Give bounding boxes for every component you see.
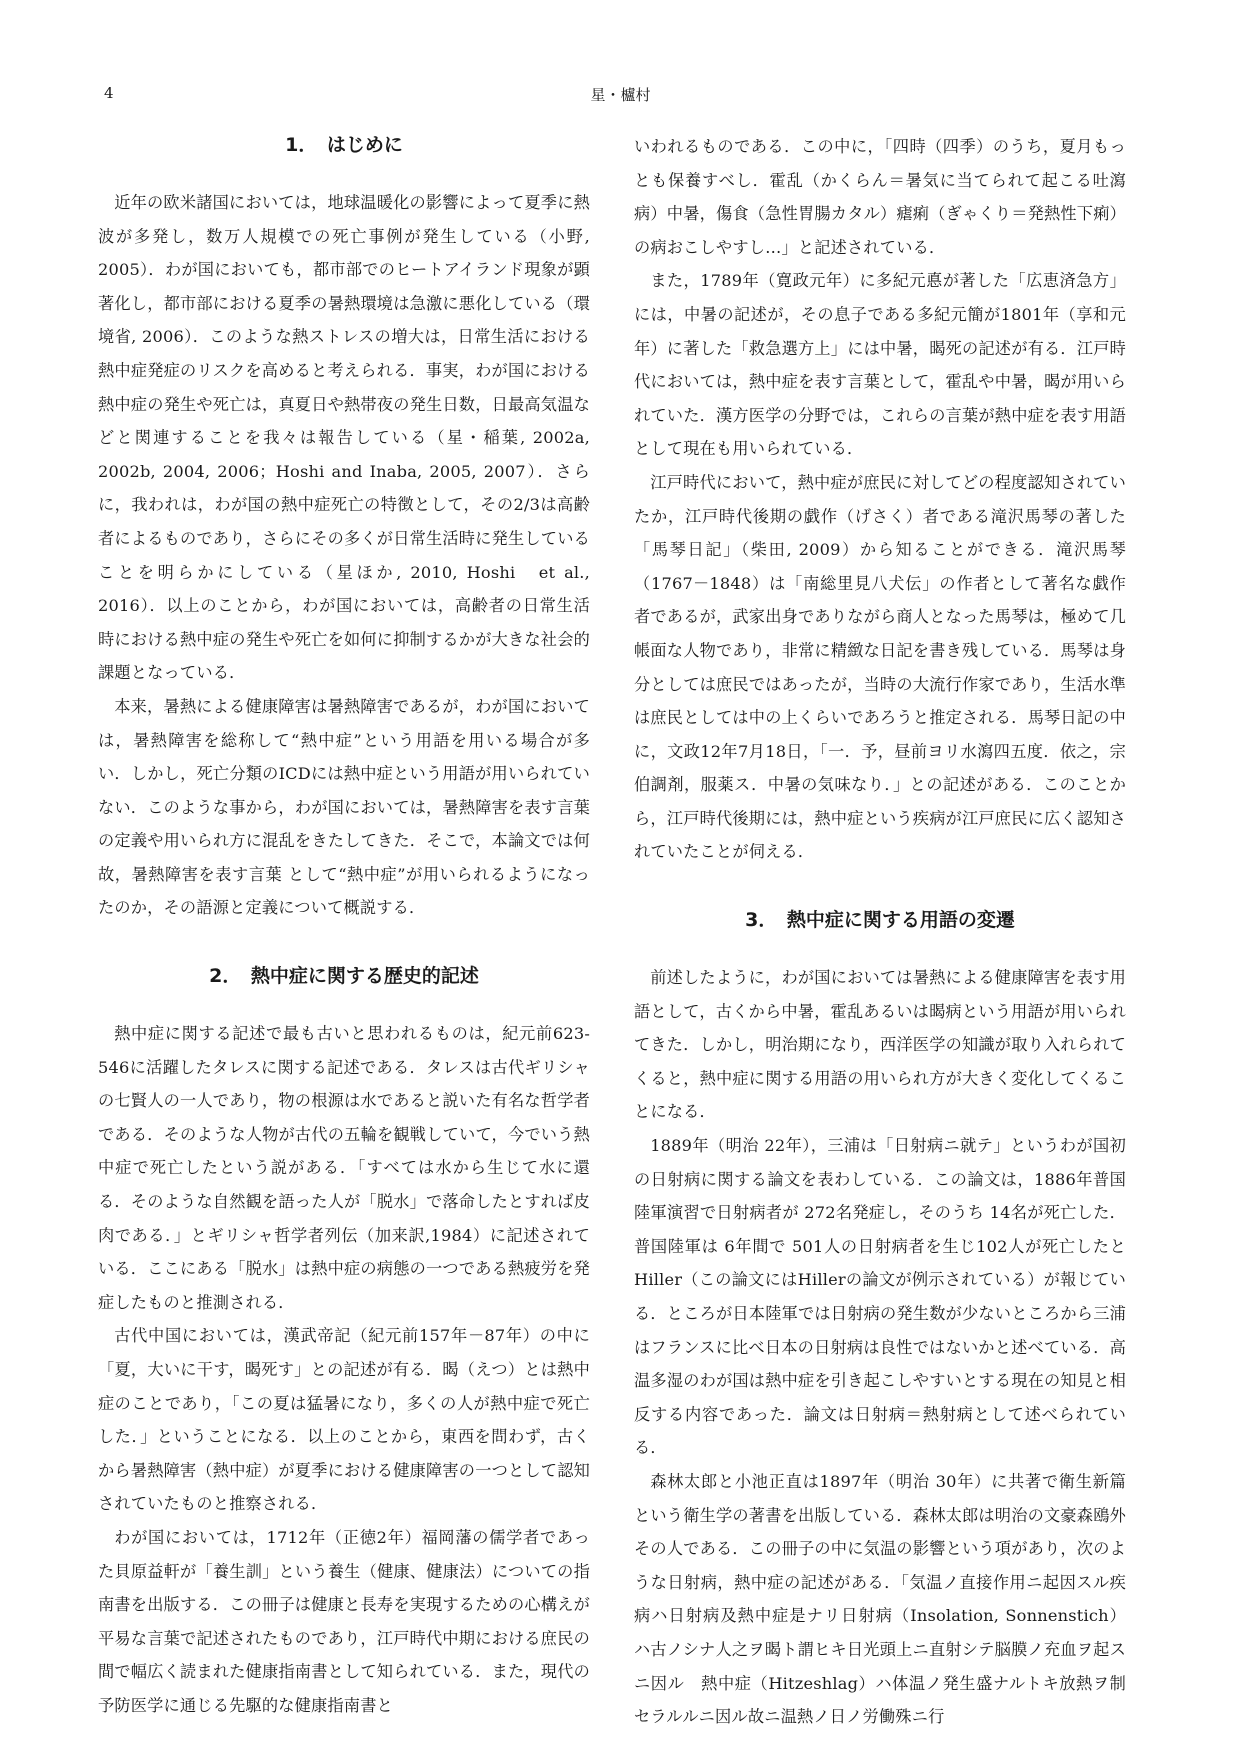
page-number: 4 (104, 84, 114, 102)
section-3-paragraph-3: 森林太郎と小池正直は1897年（明治 30年）に共著で衛生新篇という衛生学の著書を出版している．森林太郎は明治の文豪森鴎外その人である．この冊子の中に気温の影響という項があり，次のような日射病，熱中症の記述がある．「気温ノ直接作用ニ起因スル疾病ハ日射病及熱中症是ナリ日射病（Insolation, Sonnenstich）ハ古ノシナ人之ヲ暍ト謂ヒキ日光頭上ニ直射シテ脳膜ノ充血ヲ起スニ因ル 熱中症（Hitzeshlag）ハ体温ノ発生盛ナルトキ放熱ヲ制セラルルニ因ル故ニ温熱ノ日ノ労働殊ニ行 (634, 1471, 1126, 1727)
right-column (634, 130, 1126, 1734)
section-2-paragraph-4: また，1789年（寛政元年）に多紀元悳が著した「広恵済急方」には，中暑の記述が，その息子である多紀元簡が1801年（享和元年）に著した「救急選方上」には中暑，暍死の記述が有る．江戸時代においては，熱中症を表す言葉として，霍乱や中暑，暍が用いられていた．漢方医学の分野では，これらの言葉が熱中症を表す用語として現在も用いられている． (634, 271, 1126, 459)
section-1-heading: 1． はじめに (285, 134, 403, 156)
left-column (98, 130, 590, 1723)
running-head: 星・櫨村 (590, 86, 651, 104)
section-3-paragraph-2: 1889年（明治 22年），三浦は「日射病ニ就テ」というわが国初の日射病に関する論文を表わしている．この論文は，1886年普国陸軍演習で日射病者が 272名発症し，そのうち 14名が死亡した．普国陸軍は 6年間で 501人の日射病者を生じ102人が死亡したと Hiller（この論文にはHillerの論文が例示されている）が報じている．ところが日本陸軍では日射病の発生数が少ないところから三浦はフランスに比べ日本の日射病は良性ではないかと述べている．高温多湿のわが国は熱中症を引き起こしやすいとする現在の知見と相反する内容であった．論文は日射病＝熱射病として述べられている． (634, 1136, 1126, 1458)
section-1-paragraph-1: 近年の欧米諸国においては，地球温暖化の影響によって夏季に熱波が多発し，数万人規模での死亡事例が発生している（小野, 2005）．わが国においても，都市部でのヒートアイランド現象が顕著化し，都市部における夏季の暑熱環境は急激に悪化している（環境省, 2006）．このような熱ストレスの増大は，日常生活における熱中症発症のリスクを高めると考えられる．事実，わが国における熱中症の発生や死亡は，真夏日や熱帯夜の発生日数，日最高気温などと関連することを我々は報告している（星・稲葉, 2002a, 2002b, 2004, 2006；Hoshi and Inaba, 2005, 2007）．さらに，我われは，わが国の熱中症死亡の特徴として，その2/3は高齢者によるものであり，さらにその多くが日常生活時に発生していることを明らかにしている（星ほか, 2010, Hoshi et al., 2016）．以上のことから，わが国においては，高齢者の日常生活時における熱中症の発生や死亡を如何に抑制するかが大きな社会的課題となっている． (98, 193, 590, 683)
section-3-heading: 3． 熱中症に関する用語の変遷 (745, 909, 1015, 932)
section-2-paragraph-2: 古代中国においては，漢武帝記（紀元前157年－87年）の中に「夏，大いに干す，暍死す」との記述が有る．暍（えつ）とは熱中症のことであり，「この夏は猛暑になり，多くの人が熱中症で死亡した．」ということになる．以上のことから，東西を問わず，古くから暑熱障害（熱中症）が夏季における健康障害の一つとして認知されていたものと推察される． (98, 1326, 590, 1514)
section-1-paragraph-2: 本来，暑熱による健康障害は暑熱障害であるが，わが国においては，暑熱障害を総称して“熱中症”という用語を用いる場合が多い．しかし，死亡分類のICDには熱中症という用語が用いられていない．このような事から，わが国においては，暑熱障害を表す言葉の定義や用いられ方に混乱をきたしてきた．そこで，本論文では何故，暑熱障害を表す言葉 として“熱中症”が用いられるようになったのか，その語源と定義について概説する． (98, 696, 590, 918)
section-2-paragraph-3: わが国においては，1712年（正徳2年）福岡藩の儒学者であった貝原益軒が「養生訓」という養生（健康、健康法）についての指南書を出版する．この冊子は健康と長寿を実現するための心構えが平易な言葉で記述されたものであり，江戸時代中期における庶民の間で幅広く読まれた健康指南書として知られている．また，現代の予防医学に通じる先駆的な健康指南書と (98, 1527, 590, 1715)
section-2-heading: 2． 熱中症に関する歴史的記述 (209, 965, 479, 988)
section-2-paragraph-3-continued: いわれるものである．この中に，「四時（四季）のうち，夏月もっとも保養すべし．霍乱（かくらん＝暑気に当てられて起こる吐瀉病）中暑，傷食（急性胃腸カタル）瘧痢（ぎゃくり＝発熱性下痢）の病おこしやすし…」と記述されている． (634, 137, 1126, 257)
section-3-paragraph-1: 前述したように，わが国においては暑熱による健康障害を表す用語として，古くから中暑，霍乱あるいは暍病という用語が用いられてきた．しかし，明治期になり，西洋医学の知識が取り入れられてくると，熱中症に関する用語の用いられ方が大きく変化してくることになる． (634, 968, 1126, 1122)
section-2-paragraph-5: 江戸時代において，熱中症が庶民に対してどの程度認知されていたか，江戸時代後期の戯作（げさく）者である滝沢馬琴の著した「馬琴日記」（柴田, 2009）から知ることができる．滝沢馬琴（1767－1848）は「南総里見八犬伝」の作者として著名な戯作者であるが，武家出身でありながら商人となった馬琴は，極めて几帳面な人物であり，非常に精緻な日記を書き残している．馬琴は身分としては庶民ではあったが，当時の大流行作家であり，生活水準は庶民としては中の上くらいであろうと推定される．馬琴日記の中に，文政12年7月18日，「一．予，昼前ヨリ水瀉四五度．依之，宗伯調剤，服薬ス．中暑の気味なり．」との記述がある．このことから，江戸時代後期には，熱中症という疾病が江戸庶民に広く認知されていたことが伺える． (634, 472, 1126, 862)
section-2-paragraph-1: 熱中症に関する記述で最も古いと思われるものは，紀元前623-546に活躍したタレスに関する記述である．タレスは古代ギリシャの七賢人の一人であり，物の根源は水であると説いた有名な哲学者である．そのような人物が古代の五輪を観戦していて，今でいう熱中症で死亡したという説がある．「すべては水から生じて水に還る．そのような自然観を語った人が「脱水」で落命したとすれば皮肉である．」とギリシャ哲学者列伝（加来訳,1984）に記述されている．ここにある「脱水」は熱中症の病態の一つである熱疲労を発症したものと推測される． (98, 1024, 590, 1312)
